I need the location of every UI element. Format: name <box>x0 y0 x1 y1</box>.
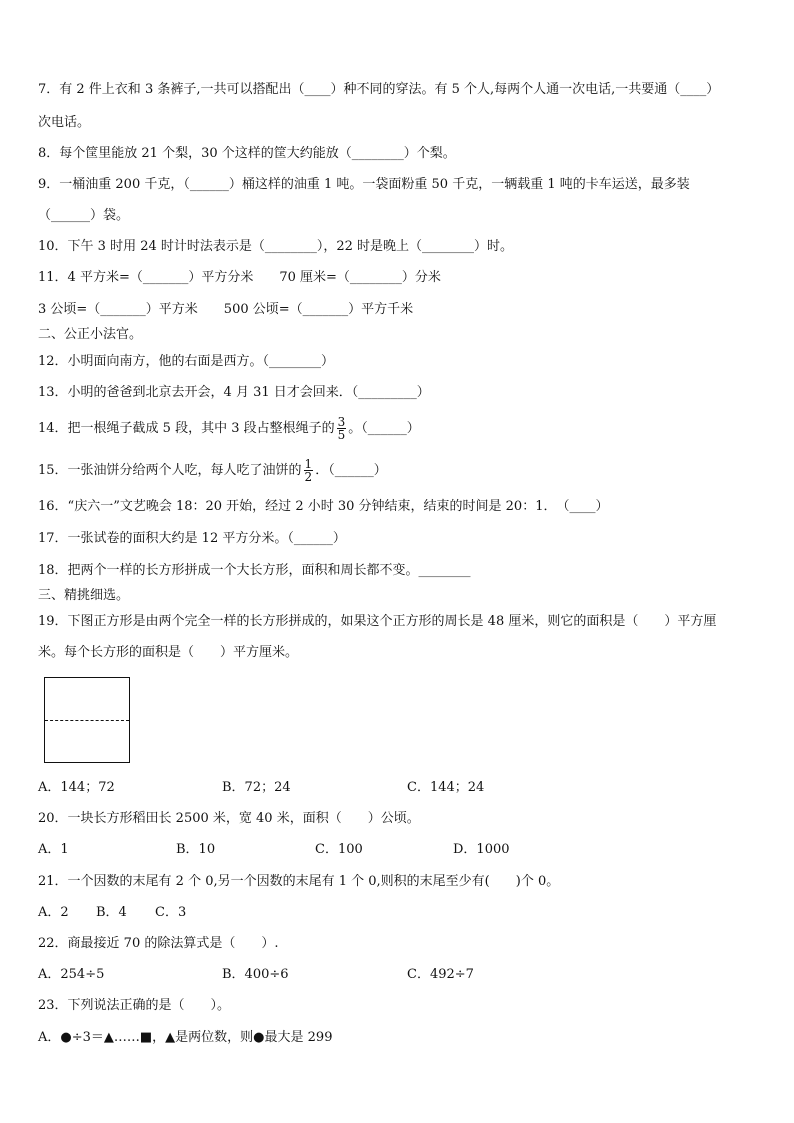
q19-option-c: C．144；24 <box>407 780 485 795</box>
q21-option-c: C．3 <box>155 905 187 920</box>
q19-option-a: A．144；72 <box>38 780 115 795</box>
q17: 17．一张试卷的面积大约是 12 平方分米。（______） <box>38 531 346 546</box>
q20-option-c: C．100 <box>315 842 363 857</box>
q22-option-c: C．492÷7 <box>407 967 474 982</box>
q14-numerator: 3 <box>337 415 346 429</box>
q18: 18．把两个一样的长方形拼成一个大长方形，面积和周长都不变。________ <box>38 563 471 578</box>
square-figure <box>44 677 130 763</box>
q15-blank: ．（______） <box>315 463 387 478</box>
section-2-heading: 二、公正小法官。 <box>38 327 143 342</box>
q21: 21．一个因数的末尾有 2 个 0,另一个因数的末尾有 1 个 0,则积的末尾至少有( )个 0。 <box>38 874 560 889</box>
q11-line1: 11．4 平方米=（_______）平方分米 70 厘米=（________）分米 <box>38 270 441 285</box>
q15-text: 15．一张油饼分给两个人吃，每人吃了油饼的 <box>38 463 302 478</box>
q12: 12．小明面向南方，他的右面是西方。（________） <box>38 354 335 369</box>
q22: 22．商最接近 70 的除法算式是（ ）. <box>38 936 279 951</box>
q14-denominator: 5 <box>337 428 346 442</box>
q19-line2: 米。每个长方形的面积是（ ）平方厘米。 <box>38 645 299 660</box>
q7-line2: 次电话。 <box>38 115 91 130</box>
q7-line1: 7．有 2 件上衣和 3 条裤子,一共可以搭配出（____）种不同的穿法。有 5 个人,每两个人通一次电话,一共要通（____） <box>38 82 720 97</box>
q19-line1: 19．下图正方形是由两个完全一样的长方形拼成的，如果这个正方形的周长是 48 厘米，则它的面积是（ ）平方厘 <box>38 614 717 629</box>
q14-blank: 。（______） <box>348 421 420 436</box>
q15-fraction <box>304 458 314 483</box>
dashed-divider <box>45 720 129 721</box>
q8: 8．每个筐里能放 21 个梨，30 个这样的筐大约能放（________）个梨。 <box>38 146 456 161</box>
q14-text: 14．把一根绳子截成 5 段，其中 3 段占整根绳子的 <box>38 421 335 436</box>
q19-option-b: B．72；24 <box>222 780 291 795</box>
q22-option-a: A．254÷5 <box>38 967 105 982</box>
q20-option-a: A．1 <box>38 842 69 857</box>
q23: 23．下列说法正确的是（ ）。 <box>38 998 231 1013</box>
q16: 16．“庆六一”文艺晚会 18：20 开始，经过 2 小时 30 分钟结束，结束的时间是 20：1． （____） <box>38 499 609 514</box>
section-3-heading: 三、精挑细选。 <box>38 588 130 603</box>
q14 <box>38 414 420 444</box>
q11-line2: 3 公顷=（_______）平方米 500 公顷=（_______）平方千米 <box>38 302 414 317</box>
q15-denominator: 2 <box>304 470 313 484</box>
q22-option-b: B．400÷6 <box>222 967 289 982</box>
q15-numerator: 1 <box>304 457 313 471</box>
q21-option-a: A．2 <box>38 905 69 920</box>
q20-option-b: B．10 <box>176 842 216 857</box>
q9-line2: （______）袋。 <box>38 208 130 223</box>
q20-option-d: D．1000 <box>453 842 510 857</box>
q10: 10．下午 3 时用 24 时计时法表示是（________），22 时是晚上（________）时。 <box>38 239 514 254</box>
q23-option-a: A．●÷3＝▲……■，▲是两位数，则●最大是 299 <box>38 1030 333 1045</box>
q9-line1: 9．一桶油重 200 千克，（______）桶这样的油重 1 吨。一袋面粉重 50 千克，一辆载重 1 吨的卡车运送，最多装 <box>38 177 690 192</box>
q13: 13．小明的爸爸到北京去开会，4 月 31 日才会回来．（_________） <box>38 385 430 400</box>
q15 <box>38 456 387 486</box>
q20: 20．一块长方形稻田长 2500 米，宽 40 米，面积（ ）公顷。 <box>38 811 420 826</box>
q21-option-b: B．4 <box>96 905 127 920</box>
q14-fraction <box>337 416 347 441</box>
